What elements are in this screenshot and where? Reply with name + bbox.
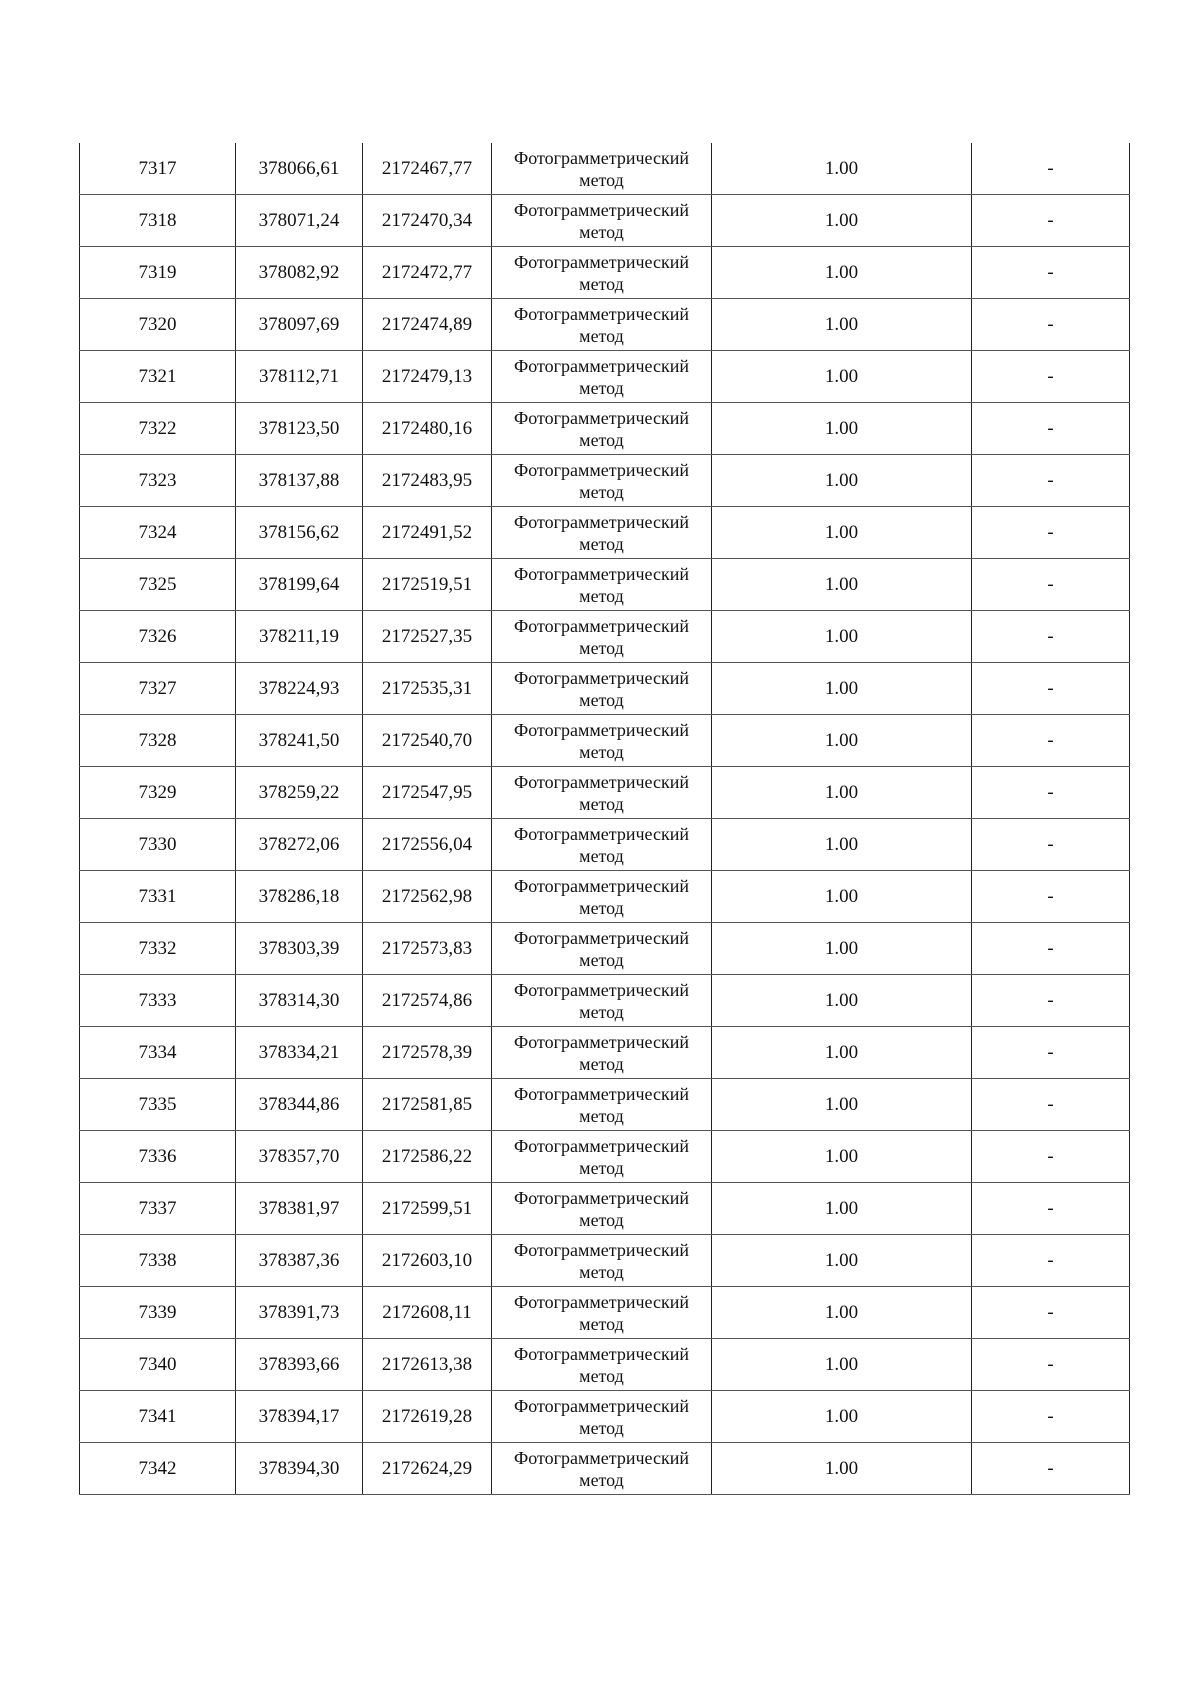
- y-coordinate-cell: 2172624,29: [363, 1443, 492, 1495]
- table-row: [80, 507, 1130, 559]
- accuracy-cell: 1.00: [712, 507, 972, 559]
- point-number-cell: 7331: [80, 871, 236, 923]
- y-coordinate-cell: 2172581,85: [363, 1079, 492, 1131]
- method-cell: Фотограмметрический метод: [492, 715, 712, 767]
- x-coordinate-cell: 378303,39: [236, 923, 363, 975]
- y-coordinate-cell: 2172562,98: [363, 871, 492, 923]
- y-coordinate-cell: 2172470,34: [363, 195, 492, 247]
- point-number-cell: 7340: [80, 1339, 236, 1391]
- x-coordinate-cell: 378387,36: [236, 1235, 363, 1287]
- point-number-cell: 7328: [80, 715, 236, 767]
- table-row: [80, 767, 1130, 819]
- note-cell: -: [972, 1131, 1130, 1183]
- point-number-cell: 7332: [80, 923, 236, 975]
- note-cell: -: [972, 455, 1130, 507]
- point-number-cell: 7318: [80, 195, 236, 247]
- x-coordinate-cell: 378241,50: [236, 715, 363, 767]
- y-coordinate-cell: 2172619,28: [363, 1391, 492, 1443]
- table-row: [80, 1079, 1130, 1131]
- point-number-cell: 7323: [80, 455, 236, 507]
- method-cell: Фотограмметрический метод: [492, 351, 712, 403]
- note-cell: -: [972, 403, 1130, 455]
- method-cell: Фотограмметрический метод: [492, 663, 712, 715]
- accuracy-cell: 1.00: [712, 923, 972, 975]
- x-coordinate-cell: 378272,06: [236, 819, 363, 871]
- method-cell: Фотограмметрический метод: [492, 767, 712, 819]
- method-cell: Фотограмметрический метод: [492, 247, 712, 299]
- point-number-cell: 7319: [80, 247, 236, 299]
- note-cell: -: [972, 1079, 1130, 1131]
- method-cell: Фотограмметрический метод: [492, 1183, 712, 1235]
- x-coordinate-cell: 378082,92: [236, 247, 363, 299]
- point-number-cell: 7329: [80, 767, 236, 819]
- point-number-cell: 7321: [80, 351, 236, 403]
- note-cell: -: [972, 1235, 1130, 1287]
- accuracy-cell: 1.00: [712, 1131, 972, 1183]
- y-coordinate-cell: 2172480,16: [363, 403, 492, 455]
- note-cell: -: [972, 611, 1130, 663]
- note-cell: -: [972, 975, 1130, 1027]
- x-coordinate-cell: 378394,30: [236, 1443, 363, 1495]
- table-row: [80, 819, 1130, 871]
- point-number-cell: 7335: [80, 1079, 236, 1131]
- y-coordinate-cell: 2172573,83: [363, 923, 492, 975]
- accuracy-cell: 1.00: [712, 1183, 972, 1235]
- note-cell: -: [972, 1027, 1130, 1079]
- y-coordinate-cell: 2172547,95: [363, 767, 492, 819]
- table-row: [80, 1131, 1130, 1183]
- x-coordinate-cell: 378097,69: [236, 299, 363, 351]
- accuracy-cell: 1.00: [712, 767, 972, 819]
- accuracy-cell: 1.00: [712, 403, 972, 455]
- table-row: [80, 351, 1130, 403]
- y-coordinate-cell: 2172613,38: [363, 1339, 492, 1391]
- y-coordinate-cell: 2172578,39: [363, 1027, 492, 1079]
- point-number-cell: 7338: [80, 1235, 236, 1287]
- x-coordinate-cell: 378066,61: [236, 143, 363, 195]
- table-row: [80, 1287, 1130, 1339]
- accuracy-cell: 1.00: [712, 299, 972, 351]
- table-row: [80, 559, 1130, 611]
- note-cell: -: [972, 1391, 1130, 1443]
- note-cell: -: [972, 299, 1130, 351]
- table-row: [80, 143, 1130, 195]
- y-coordinate-cell: 2172479,13: [363, 351, 492, 403]
- note-cell: -: [972, 767, 1130, 819]
- table-row: [80, 299, 1130, 351]
- accuracy-cell: 1.00: [712, 1443, 972, 1495]
- method-cell: Фотограмметрический метод: [492, 611, 712, 663]
- note-cell: -: [972, 195, 1130, 247]
- table-row: [80, 247, 1130, 299]
- table-row: [80, 1183, 1130, 1235]
- method-cell: Фотограмметрический метод: [492, 559, 712, 611]
- point-number-cell: 7326: [80, 611, 236, 663]
- y-coordinate-cell: 2172599,51: [363, 1183, 492, 1235]
- point-number-cell: 7324: [80, 507, 236, 559]
- accuracy-cell: 1.00: [712, 559, 972, 611]
- y-coordinate-cell: 2172467,77: [363, 143, 492, 195]
- method-cell: Фотограмметрический метод: [492, 1079, 712, 1131]
- y-coordinate-cell: 2172474,89: [363, 299, 492, 351]
- accuracy-cell: 1.00: [712, 975, 972, 1027]
- y-coordinate-cell: 2172535,31: [363, 663, 492, 715]
- method-cell: Фотограмметрический метод: [492, 819, 712, 871]
- method-cell: Фотограмметрический метод: [492, 195, 712, 247]
- coordinates-table: [79, 143, 1130, 1495]
- y-coordinate-cell: 2172608,11: [363, 1287, 492, 1339]
- note-cell: -: [972, 1443, 1130, 1495]
- note-cell: -: [972, 1183, 1130, 1235]
- note-cell: -: [972, 351, 1130, 403]
- y-coordinate-cell: 2172574,86: [363, 975, 492, 1027]
- x-coordinate-cell: 378224,93: [236, 663, 363, 715]
- method-cell: Фотограмметрический метод: [492, 1027, 712, 1079]
- accuracy-cell: 1.00: [712, 1027, 972, 1079]
- method-cell: Фотограмметрический метод: [492, 455, 712, 507]
- y-coordinate-cell: 2172603,10: [363, 1235, 492, 1287]
- x-coordinate-cell: 378381,97: [236, 1183, 363, 1235]
- x-coordinate-cell: 378123,50: [236, 403, 363, 455]
- accuracy-cell: 1.00: [712, 1235, 972, 1287]
- table-row: [80, 871, 1130, 923]
- accuracy-cell: 1.00: [712, 1391, 972, 1443]
- table-row: [80, 1235, 1130, 1287]
- y-coordinate-cell: 2172491,52: [363, 507, 492, 559]
- table-row: [80, 1443, 1130, 1495]
- accuracy-cell: 1.00: [712, 1339, 972, 1391]
- point-number-cell: 7342: [80, 1443, 236, 1495]
- x-coordinate-cell: 378314,30: [236, 975, 363, 1027]
- note-cell: -: [972, 1287, 1130, 1339]
- table-row: [80, 923, 1130, 975]
- x-coordinate-cell: 378071,24: [236, 195, 363, 247]
- x-coordinate-cell: 378394,17: [236, 1391, 363, 1443]
- table-row: [80, 663, 1130, 715]
- point-number-cell: 7339: [80, 1287, 236, 1339]
- note-cell: -: [972, 247, 1130, 299]
- accuracy-cell: 1.00: [712, 663, 972, 715]
- method-cell: Фотограмметрический метод: [492, 923, 712, 975]
- note-cell: -: [972, 923, 1130, 975]
- accuracy-cell: 1.00: [712, 1287, 972, 1339]
- note-cell: -: [972, 507, 1130, 559]
- point-number-cell: 7317: [80, 143, 236, 195]
- x-coordinate-cell: 378112,71: [236, 351, 363, 403]
- accuracy-cell: 1.00: [712, 715, 972, 767]
- note-cell: -: [972, 663, 1130, 715]
- y-coordinate-cell: 2172586,22: [363, 1131, 492, 1183]
- point-number-cell: 7320: [80, 299, 236, 351]
- x-coordinate-cell: 378393,66: [236, 1339, 363, 1391]
- note-cell: -: [972, 819, 1130, 871]
- x-coordinate-cell: 378286,18: [236, 871, 363, 923]
- method-cell: Фотограмметрический метод: [492, 1287, 712, 1339]
- accuracy-cell: 1.00: [712, 819, 972, 871]
- note-cell: -: [972, 715, 1130, 767]
- accuracy-cell: 1.00: [712, 871, 972, 923]
- accuracy-cell: 1.00: [712, 455, 972, 507]
- point-number-cell: 7336: [80, 1131, 236, 1183]
- method-cell: Фотограмметрический метод: [492, 1443, 712, 1495]
- table-row: [80, 1391, 1130, 1443]
- table-row: [80, 1027, 1130, 1079]
- table-row: [80, 1339, 1130, 1391]
- x-coordinate-cell: 378259,22: [236, 767, 363, 819]
- method-cell: Фотограмметрический метод: [492, 403, 712, 455]
- note-cell: -: [972, 871, 1130, 923]
- note-cell: -: [972, 143, 1130, 195]
- table-row: [80, 455, 1130, 507]
- y-coordinate-cell: 2172527,35: [363, 611, 492, 663]
- x-coordinate-cell: 378211,19: [236, 611, 363, 663]
- accuracy-cell: 1.00: [712, 195, 972, 247]
- point-number-cell: 7330: [80, 819, 236, 871]
- x-coordinate-cell: 378391,73: [236, 1287, 363, 1339]
- method-cell: Фотограмметрический метод: [492, 507, 712, 559]
- table-row: [80, 715, 1130, 767]
- accuracy-cell: 1.00: [712, 143, 972, 195]
- table-row: [80, 611, 1130, 663]
- method-cell: Фотограмметрический метод: [492, 1391, 712, 1443]
- accuracy-cell: 1.00: [712, 611, 972, 663]
- point-number-cell: 7325: [80, 559, 236, 611]
- point-number-cell: 7341: [80, 1391, 236, 1443]
- x-coordinate-cell: 378137,88: [236, 455, 363, 507]
- accuracy-cell: 1.00: [712, 1079, 972, 1131]
- x-coordinate-cell: 378357,70: [236, 1131, 363, 1183]
- table-row: [80, 975, 1130, 1027]
- y-coordinate-cell: 2172483,95: [363, 455, 492, 507]
- method-cell: Фотограмметрический метод: [492, 299, 712, 351]
- point-number-cell: 7322: [80, 403, 236, 455]
- table-row: [80, 195, 1130, 247]
- point-number-cell: 7337: [80, 1183, 236, 1235]
- method-cell: Фотограмметрический метод: [492, 975, 712, 1027]
- x-coordinate-cell: 378199,64: [236, 559, 363, 611]
- x-coordinate-cell: 378344,86: [236, 1079, 363, 1131]
- method-cell: Фотограмметрический метод: [492, 1131, 712, 1183]
- y-coordinate-cell: 2172540,70: [363, 715, 492, 767]
- note-cell: -: [972, 559, 1130, 611]
- table-row: [80, 403, 1130, 455]
- method-cell: Фотограмметрический метод: [492, 1339, 712, 1391]
- x-coordinate-cell: 378156,62: [236, 507, 363, 559]
- accuracy-cell: 1.00: [712, 247, 972, 299]
- y-coordinate-cell: 2172519,51: [363, 559, 492, 611]
- point-number-cell: 7327: [80, 663, 236, 715]
- y-coordinate-cell: 2172556,04: [363, 819, 492, 871]
- point-number-cell: 7334: [80, 1027, 236, 1079]
- y-coordinate-cell: 2172472,77: [363, 247, 492, 299]
- method-cell: Фотограмметрический метод: [492, 1235, 712, 1287]
- coordinates-table-body: [80, 143, 1130, 1495]
- accuracy-cell: 1.00: [712, 351, 972, 403]
- x-coordinate-cell: 378334,21: [236, 1027, 363, 1079]
- note-cell: -: [972, 1339, 1130, 1391]
- method-cell: Фотограмметрический метод: [492, 871, 712, 923]
- point-number-cell: 7333: [80, 975, 236, 1027]
- method-cell: Фотограмметрический метод: [492, 143, 712, 195]
